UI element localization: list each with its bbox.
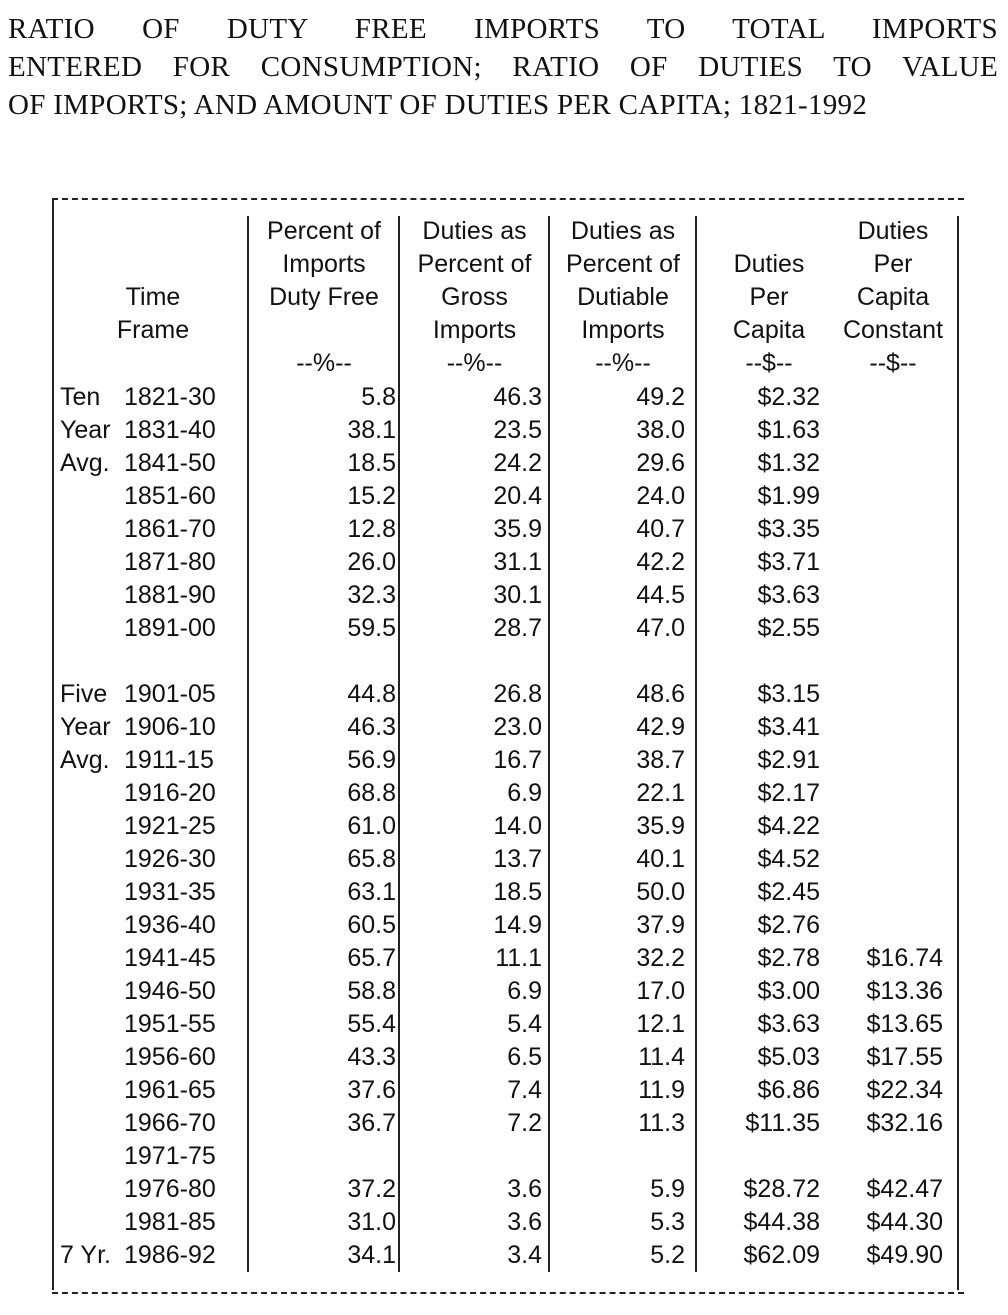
cell-pct-duty-free: 43.3: [347, 1043, 396, 1071]
cell-duties-per-capita-constant: $22.34: [866, 1076, 943, 1104]
cell-duties-gross: 26.8: [493, 680, 542, 708]
header-duties-gross-line: Gross: [441, 283, 508, 311]
cell-duties-gross: 7.2: [507, 1109, 542, 1137]
header-duties-gross-line: Duties as: [422, 217, 527, 245]
cell-duties-gross: 3.6: [507, 1175, 542, 1203]
cell-duties-dutiable: 32.2: [636, 944, 685, 972]
cell-pct-duty-free: 60.5: [347, 911, 396, 939]
cell-duties-per-capita: $1.32: [757, 449, 820, 477]
cell-duties-gross: 14.0: [493, 812, 542, 840]
cell-duties-dutiable: 44.5: [636, 581, 685, 609]
cell-duties-dutiable: 11.3: [638, 1109, 685, 1137]
cell-pct-duty-free: 31.0: [347, 1208, 396, 1236]
row-period: 1831-40: [124, 416, 216, 444]
row-period: 1981-85: [124, 1208, 216, 1236]
header-duties-per-capita-line: Capita: [732, 316, 806, 344]
cell-pct-duty-free: 58.8: [347, 977, 396, 1005]
cell-duties-per-capita: $2.17: [757, 779, 820, 807]
cell-duties-per-capita: $4.22: [757, 812, 820, 840]
cell-duties-per-capita: $3.71: [757, 548, 820, 576]
cell-duties-gross: 20.4: [493, 482, 542, 510]
cell-duties-per-capita-constant: $17.55: [866, 1043, 943, 1071]
cell-duties-gross: 28.7: [493, 614, 542, 642]
cell-pct-duty-free: 37.6: [347, 1076, 396, 1104]
cell-duties-dutiable: 48.6: [636, 680, 685, 708]
cell-duties-gross: 30.1: [493, 581, 542, 609]
cell-duties-gross: 23.5: [493, 416, 542, 444]
cell-duties-dutiable: 40.7: [636, 515, 685, 543]
cell-duties-per-capita: $3.00: [757, 977, 820, 1005]
cell-duties-per-capita-constant: $42.47: [866, 1175, 943, 1203]
cell-pct-duty-free: 55.4: [347, 1010, 396, 1038]
cell-duties-per-capita: $28.72: [743, 1175, 820, 1203]
row-period: 1971-75: [124, 1142, 216, 1170]
cell-duties-gross: 31.1: [493, 548, 542, 576]
cell-pct-duty-free: 46.3: [347, 713, 396, 741]
cell-duties-gross: 13.7: [493, 845, 542, 873]
cell-duties-per-capita: $2.45: [757, 878, 820, 906]
cell-pct-duty-free: 18.5: [347, 449, 396, 477]
cell-duties-dutiable: 24.0: [636, 482, 685, 510]
row-group-label: Year: [60, 713, 111, 741]
row-period: 1916-20: [124, 779, 216, 807]
cell-duties-dutiable: 49.2: [636, 383, 685, 411]
row-period: 1961-65: [124, 1076, 216, 1104]
cell-pct-duty-free: 65.8: [347, 845, 396, 873]
header-duties-per-capita-constant-line: Duties: [857, 217, 929, 245]
column-rule: [398, 216, 400, 1272]
cell-pct-duty-free: 15.2: [347, 482, 396, 510]
row-period: 1966-70: [124, 1109, 216, 1137]
header-time-frame-line: Frame: [116, 316, 190, 344]
row-period: 1861-70: [124, 515, 216, 543]
cell-pct-duty-free: 44.8: [347, 680, 396, 708]
cell-pct-duty-free: 37.2: [347, 1175, 396, 1203]
row-period: 1926-30: [124, 845, 216, 873]
cell-duties-dutiable: 35.9: [636, 812, 685, 840]
row-period: 1881-90: [124, 581, 216, 609]
row-period: 1976-80: [124, 1175, 216, 1203]
cell-duties-dutiable: 5.2: [650, 1241, 685, 1269]
cell-pct-duty-free: 38.1: [347, 416, 396, 444]
title-line-2: ENTERED FOR CONSUMPTION; RATIO OF DUTIES TO VALUE: [8, 51, 998, 83]
cell-pct-duty-free: 68.8: [347, 779, 396, 807]
cell-duties-gross: 3.4: [507, 1241, 542, 1269]
header-duties-per-capita-line: Per: [749, 283, 789, 311]
header-duties-per-capita-line: --$--: [745, 349, 793, 377]
header-duties-gross-line: Imports: [432, 316, 517, 344]
cell-duties-dutiable: 5.3: [650, 1208, 685, 1236]
title-line-1: RATIO OF DUTY FREE IMPORTS TO TOTAL IMPORTS: [8, 13, 998, 45]
cell-duties-gross: 6.9: [507, 779, 542, 807]
cell-pct-duty-free: 36.7: [347, 1109, 396, 1137]
cell-duties-per-capita: $1.63: [757, 416, 820, 444]
cell-duties-per-capita: $5.03: [757, 1043, 820, 1071]
row-period: 1936-40: [124, 911, 216, 939]
cell-pct-duty-free: 63.1: [347, 878, 396, 906]
header-duties-per-capita-constant-line: Capita: [856, 283, 930, 311]
cell-duties-gross: 11.1: [495, 944, 542, 972]
cell-duties-dutiable: 37.9: [636, 911, 685, 939]
cell-duties-dutiable: 42.2: [636, 548, 685, 576]
cell-duties-per-capita: $2.32: [757, 383, 820, 411]
cell-pct-duty-free: 5.8: [361, 383, 396, 411]
cell-duties-dutiable: 38.0: [636, 416, 685, 444]
cell-duties-gross: 35.9: [493, 515, 542, 543]
row-group-label: Year: [60, 416, 111, 444]
cell-duties-gross: 24.2: [493, 449, 542, 477]
row-group-label: Ten: [60, 383, 101, 411]
cell-duties-dutiable: 22.1: [636, 779, 685, 807]
header-duties-dutiable-line: --%--: [595, 349, 651, 377]
title-line-3: OF IMPORTS; AND AMOUNT OF DUTIES PER CAPITA; 1821-1992: [8, 89, 868, 121]
column-rule: [247, 216, 249, 1272]
cell-duties-per-capita: $2.91: [757, 746, 820, 774]
header-pct-duty-free-line: Percent of: [267, 217, 381, 245]
cell-duties-dutiable: 40.1: [636, 845, 685, 873]
cell-duties-dutiable: 12.1: [636, 1010, 685, 1038]
page-title: [8, 10, 998, 124]
cell-duties-per-capita-constant: $44.30: [866, 1208, 943, 1236]
cell-duties-gross: 46.3: [493, 383, 542, 411]
header-duties-dutiable-line: Dutiable: [577, 283, 669, 311]
cell-duties-per-capita-constant: $32.16: [866, 1109, 943, 1137]
column-rule: [695, 216, 697, 1272]
row-group-label: Five: [60, 680, 108, 708]
cell-duties-per-capita: $3.15: [757, 680, 820, 708]
cell-duties-per-capita-constant: $16.74: [866, 944, 943, 972]
cell-pct-duty-free: 32.3: [347, 581, 396, 609]
cell-duties-per-capita-constant: $13.36: [866, 977, 943, 1005]
header-duties-dutiable-line: Duties as: [570, 217, 676, 245]
cell-duties-gross: 14.9: [493, 911, 542, 939]
header-duties-dutiable-line: Imports: [581, 316, 665, 344]
row-period: 1906-10: [124, 713, 216, 741]
row-period: 1921-25: [124, 812, 216, 840]
header-duties-per-capita-constant-line: --$--: [869, 349, 917, 377]
cell-duties-per-capita-constant: $13.65: [866, 1010, 943, 1038]
cell-duties-gross: 6.5: [507, 1043, 542, 1071]
cell-pct-duty-free: 34.1: [347, 1241, 396, 1269]
header-pct-duty-free-line: Duty Free: [269, 283, 379, 311]
row-period: 1911-15: [124, 746, 214, 774]
row-period: 1901-05: [124, 680, 216, 708]
cell-pct-duty-free: 65.7: [347, 944, 396, 972]
cell-duties-gross: 5.4: [507, 1010, 542, 1038]
cell-duties-per-capita: $6.86: [757, 1076, 820, 1104]
row-group-label: Avg.: [60, 746, 110, 774]
cell-duties-dutiable: 29.6: [636, 449, 685, 477]
cell-duties-per-capita: $2.78: [757, 944, 820, 972]
header-pct-duty-free-line: Imports: [282, 250, 366, 278]
cell-pct-duty-free: 56.9: [347, 746, 396, 774]
cell-duties-gross: 23.0: [493, 713, 542, 741]
cell-duties-per-capita: $4.52: [757, 845, 820, 873]
cell-duties-dutiable: 47.0: [636, 614, 685, 642]
header-duties-dutiable-line: Percent of: [566, 250, 680, 278]
cell-duties-per-capita: $2.76: [757, 911, 820, 939]
cell-duties-gross: 7.4: [507, 1076, 542, 1104]
row-period: 1946-50: [124, 977, 216, 1005]
cell-duties-gross: 3.6: [507, 1208, 542, 1236]
cell-duties-dutiable: 38.7: [636, 746, 685, 774]
cell-duties-per-capita: $3.35: [757, 515, 820, 543]
cell-duties-dutiable: 5.9: [650, 1175, 685, 1203]
header-duties-per-capita-constant-line: Per: [873, 250, 913, 278]
header-pct-duty-free-line: --%--: [296, 349, 352, 377]
header-duties-per-capita-constant-line: Constant: [842, 316, 944, 344]
row-group-label: 7 Yr.: [60, 1241, 111, 1269]
header-time-frame-line: Time: [125, 283, 181, 311]
cell-duties-gross: 18.5: [493, 878, 542, 906]
cell-duties-dutiable: 11.9: [638, 1076, 685, 1104]
column-rule: [548, 216, 550, 1272]
cell-duties-per-capita-constant: $49.90: [866, 1241, 943, 1269]
cell-duties-per-capita: $2.55: [757, 614, 820, 642]
column-rule: [52, 200, 54, 1290]
cell-duties-dutiable: 11.4: [638, 1043, 685, 1071]
header-duties-per-capita-line: Duties: [733, 250, 805, 278]
row-period: 1871-80: [124, 548, 216, 576]
cell-duties-per-capita: $44.38: [743, 1208, 820, 1236]
row-period: 1821-30: [124, 383, 216, 411]
cell-duties-per-capita: $3.63: [757, 1010, 820, 1038]
row-group-label: Avg.: [60, 449, 110, 477]
row-period: 1951-55: [124, 1010, 216, 1038]
cell-duties-per-capita: $11.35: [745, 1109, 820, 1137]
cell-duties-per-capita: $3.41: [757, 713, 820, 741]
cell-duties-per-capita: $3.63: [757, 581, 820, 609]
row-period: 1941-45: [124, 944, 216, 972]
cell-pct-duty-free: 12.8: [347, 515, 396, 543]
cell-duties-gross: 16.7: [493, 746, 542, 774]
row-period: 1841-50: [124, 449, 216, 477]
column-rule: [957, 216, 959, 1290]
cell-pct-duty-free: 59.5: [347, 614, 396, 642]
row-period: 1956-60: [124, 1043, 216, 1071]
row-period: 1931-35: [124, 878, 216, 906]
cell-pct-duty-free: 26.0: [347, 548, 396, 576]
cell-duties-dutiable: 50.0: [636, 878, 685, 906]
cell-pct-duty-free: 61.0: [347, 812, 396, 840]
cell-duties-gross: 6.9: [507, 977, 542, 1005]
row-period: 1986-92: [124, 1241, 216, 1269]
row-period: 1851-60: [124, 482, 216, 510]
cell-duties-per-capita: $1.99: [757, 482, 820, 510]
header-duties-gross-line: Percent of: [417, 250, 532, 278]
cell-duties-dutiable: 17.0: [636, 977, 685, 1005]
cell-duties-per-capita: $62.09: [743, 1241, 820, 1269]
cell-duties-dutiable: 42.9: [636, 713, 685, 741]
header-duties-gross-line: --%--: [446, 349, 503, 377]
row-period: 1891-00: [124, 614, 216, 642]
